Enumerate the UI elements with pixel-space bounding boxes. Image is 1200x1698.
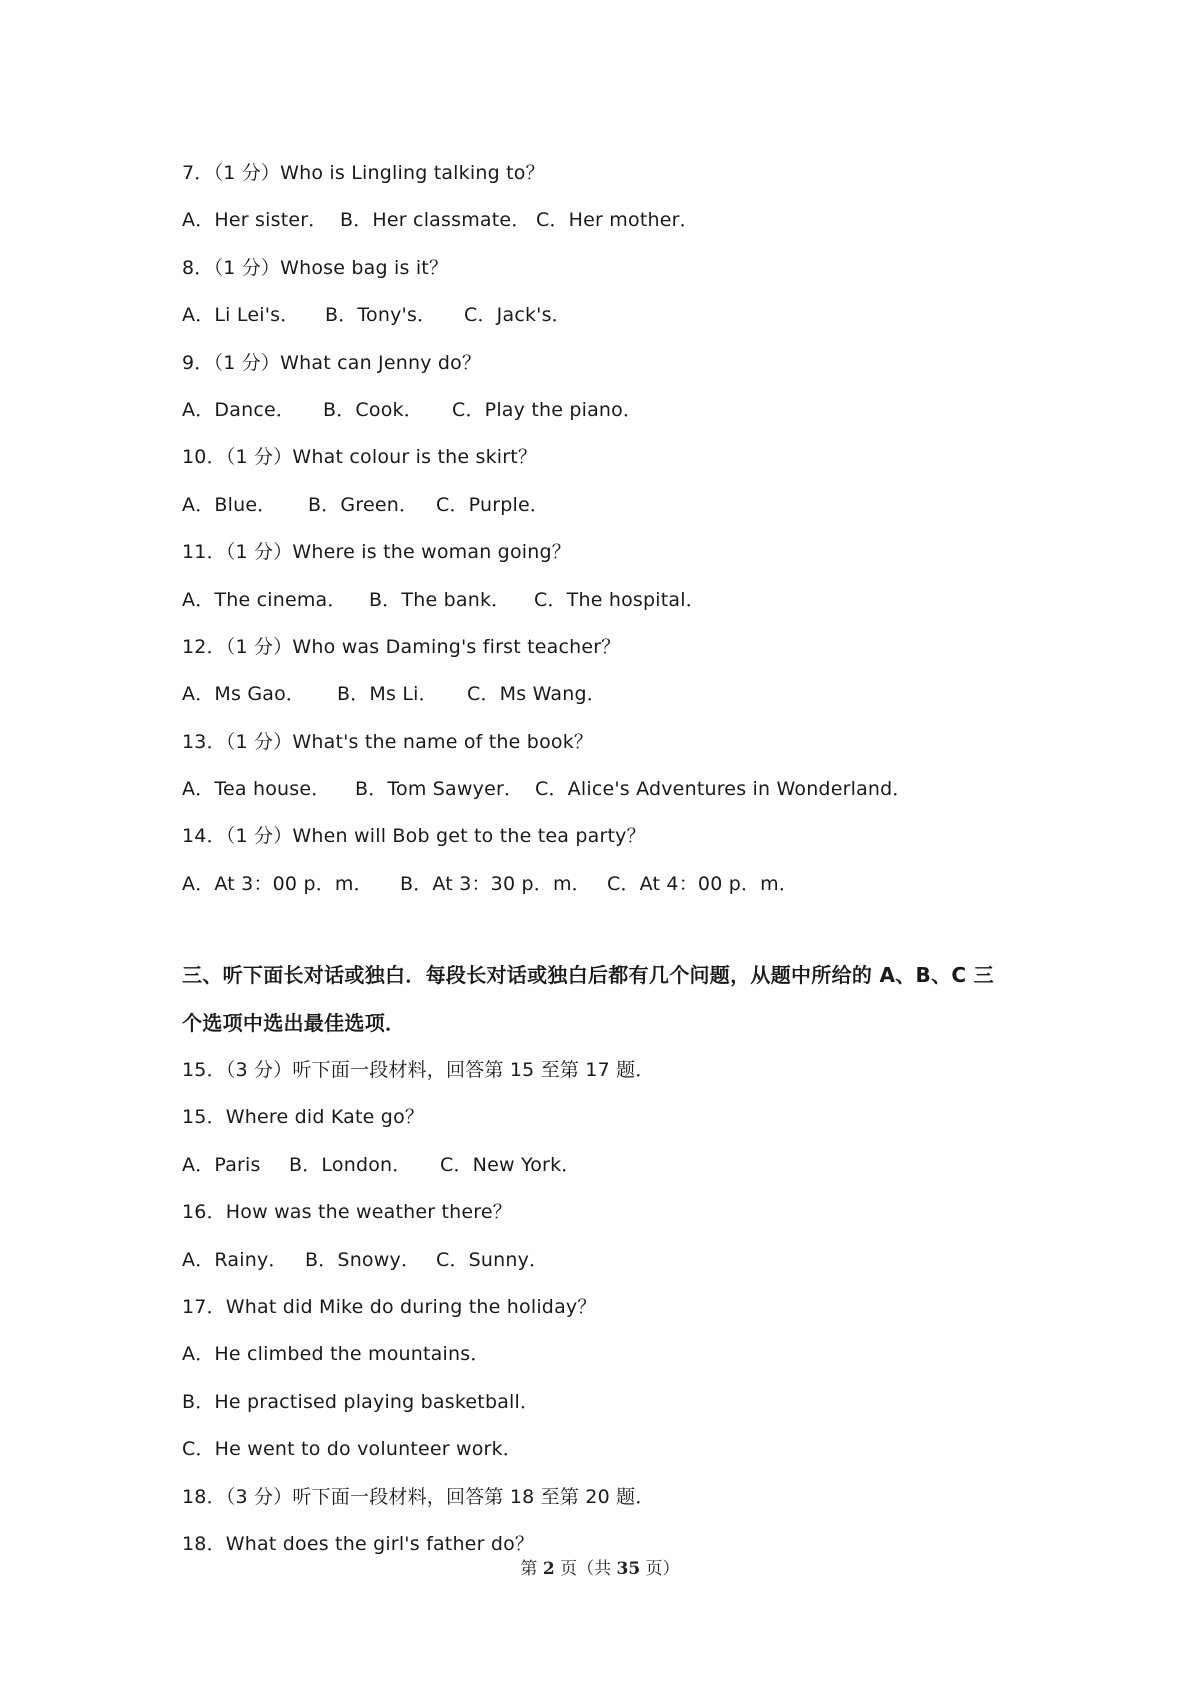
option-b: B．Tony's． (325, 304, 437, 327)
section-3-heading: 三、听下面长对话或独白．每段长对话或独白后都有几个问题，从题中所给的 A、B、C 三 (182, 963, 994, 988)
option-a: A．The cinema． (182, 588, 347, 611)
option-c: C．Jack's． (464, 304, 571, 327)
option-c: C．Her mother． (536, 209, 699, 232)
material-intro-15: 15．（3 分）听下面一段材料，回答第 15 至第 17 题． (182, 1059, 655, 1082)
option-c: C．At 4：00 p．m． (607, 872, 799, 895)
options-15 (182, 1142, 1082, 1189)
question-10: 10．（1 分）What colour is the skirt？ (182, 446, 538, 469)
option-a: A．Her sister． (182, 209, 328, 232)
options-10 (182, 482, 1082, 529)
exam-page (182, 150, 1082, 1568)
page-footer (0, 1554, 1200, 1579)
section-3-heading-cont: 个选项中选出最佳选项． (182, 1010, 406, 1035)
options-16 (182, 1237, 1082, 1284)
footer-prefix: 第 (520, 1559, 543, 1579)
options-14 (182, 861, 1082, 908)
option-b: B．Her classmate． (340, 209, 531, 232)
option-c: C．New York． (440, 1153, 581, 1176)
question-16: 16．How was the weather there？ (182, 1201, 512, 1224)
option-a: A．Rainy． (182, 1248, 288, 1271)
footer-suffix: 页） (640, 1559, 680, 1579)
question-11: 11．（1 分）Where is the woman going？ (182, 541, 571, 564)
options-12 (182, 671, 1082, 718)
option-b: B．Green． (308, 493, 419, 516)
option-b: B．Snowy． (305, 1248, 421, 1271)
option-a: A．Li Lei's． (182, 304, 300, 327)
footer-middle: 页（共 (554, 1559, 617, 1579)
option-c: C．The hospital． (534, 588, 705, 611)
option-17-a: A．He climbed the mountains． (182, 1343, 490, 1366)
option-17-c: C．He went to do volunteer work． (182, 1438, 522, 1461)
option-a: A．At 3：00 p．m． (182, 872, 373, 895)
option-a: A．Blue． (182, 493, 277, 516)
option-c: C．Ms Wang． (467, 683, 606, 706)
options-11 (182, 577, 1082, 624)
question-18: 18．What does the girl's father do？ (182, 1532, 535, 1555)
option-b: B．Cook． (323, 398, 423, 421)
option-a: A．Paris (182, 1153, 261, 1176)
question-13: 13．（1 分）What's the name of the book？ (182, 730, 594, 753)
option-c: C．Sunny． (436, 1248, 549, 1271)
options-8 (182, 292, 1082, 339)
material-intro-18: 18．（3 分）听下面一段材料，回答第 18 至第 20 题． (182, 1485, 655, 1508)
option-c: C．Play the piano． (452, 398, 643, 421)
option-b: B．The bank． (369, 588, 511, 611)
option-a: A．Dance． (182, 398, 296, 421)
question-15: 15．Where did Kate go？ (182, 1106, 425, 1129)
footer-total-pages: 35 (616, 1559, 641, 1579)
option-c: C．Alice's Adventures in Wonderland． (535, 778, 912, 801)
option-a: A．Tea house． (182, 778, 331, 801)
question-8: 8．（1 分）Whose bag is it？ (182, 256, 449, 279)
question-7: 7．（1 分）Who is Lingling talking to？ (182, 162, 545, 184)
question-17: 17．What did Mike do during the holiday？ (182, 1296, 597, 1319)
option-b: B．Tom Sawyer． (355, 778, 524, 801)
option-a: A．Ms Gao． (182, 683, 306, 706)
question-12: 12．（1 分）Who was Daming's first teacher？ (182, 635, 621, 658)
option-17-b: B．He practised playing basketball． (182, 1390, 540, 1413)
options-13 (182, 766, 1082, 813)
option-b: B．At 3：30 p．m． (400, 872, 591, 895)
question-14: 14．（1 分）When will Bob get to the tea party？ (182, 825, 646, 848)
question-9: 9．（1 分）What can Jenny do？ (182, 351, 482, 374)
option-b: B．London． (289, 1153, 412, 1176)
options-9 (182, 387, 1082, 434)
option-c: C．Purple． (436, 493, 550, 516)
option-b: B．Ms Li． (337, 683, 438, 706)
options-7 (182, 197, 1082, 244)
footer-page-number: 2 (542, 1559, 555, 1579)
